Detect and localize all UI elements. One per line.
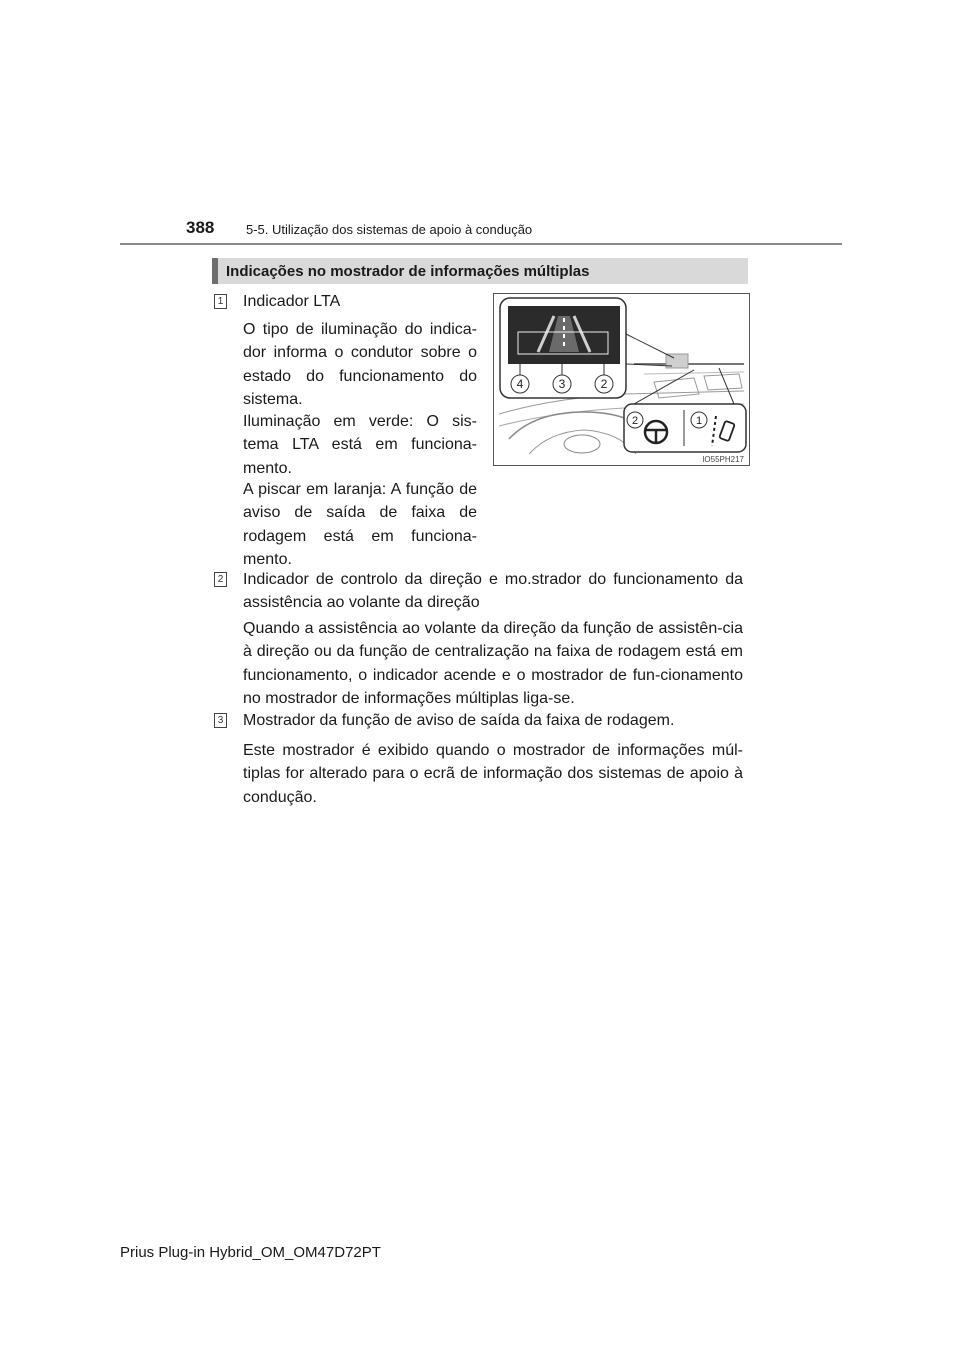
figure-callout-bottom-1: 1	[695, 415, 703, 427]
item-3-paragraph-1: Este mostrador é exibido quando o mostrador de informações múl-tiplas for alterado para o ecrã de informação dos sistemas de apoio à condução.	[243, 742, 743, 806]
item-2-paragraph-1: Quando a assistência ao volante da direção da função de assistên-cia à direção ou da função de centralização na faixa de rodagem está em funcionamento, o indicador acende e o mostrador de fun-cionamento no mostrador de informações múltiplas liga-se.	[243, 620, 743, 708]
figure-callout-3: 3	[558, 377, 566, 391]
header-divider	[120, 243, 842, 245]
item-1-title: Indicador LTA	[243, 293, 341, 310]
figure-code: IO55PH217	[702, 455, 744, 464]
figure-callout-4: 4	[516, 377, 524, 391]
figure-callout-2: 2	[600, 377, 608, 391]
section-heading-text: Indicações no mostrador de informações múltiplas	[226, 262, 590, 280]
figure-callout-bottom-2: 2	[631, 415, 639, 427]
dashboard-illustration	[493, 293, 750, 466]
page-number: 388	[186, 218, 215, 237]
item-2-marker: 2	[214, 572, 227, 587]
item-1-paragraph-1: O tipo de iluminação do indica-dor informa o condutor sobre o estado do funcionamento do sistema.	[243, 321, 477, 409]
footer-document-id: Prius Plug-in Hybrid_OM_OM47D72PT	[120, 1244, 381, 1261]
item-1-paragraph-2: Iluminação em verde: O sis-tema LTA está em funciona-mento.	[243, 413, 477, 477]
item-3-title: Mostrador da função de aviso de saída da faixa de rodagem.	[243, 712, 675, 729]
item-3-marker: 3	[214, 713, 227, 728]
item-2-title: Indicador de controlo da direção e mo.strador do funcionamento da assistência ao volante da direção	[243, 571, 743, 612]
item-1-marker: 1	[214, 294, 227, 309]
section-title: 5-5. Utilização dos sistemas de apoio à condução	[246, 222, 533, 237]
section-heading	[212, 258, 748, 284]
item-1-paragraph-3: A piscar em laranja: A função de aviso de saída de faixa de rodagem está em funciona-mento.	[243, 481, 477, 569]
